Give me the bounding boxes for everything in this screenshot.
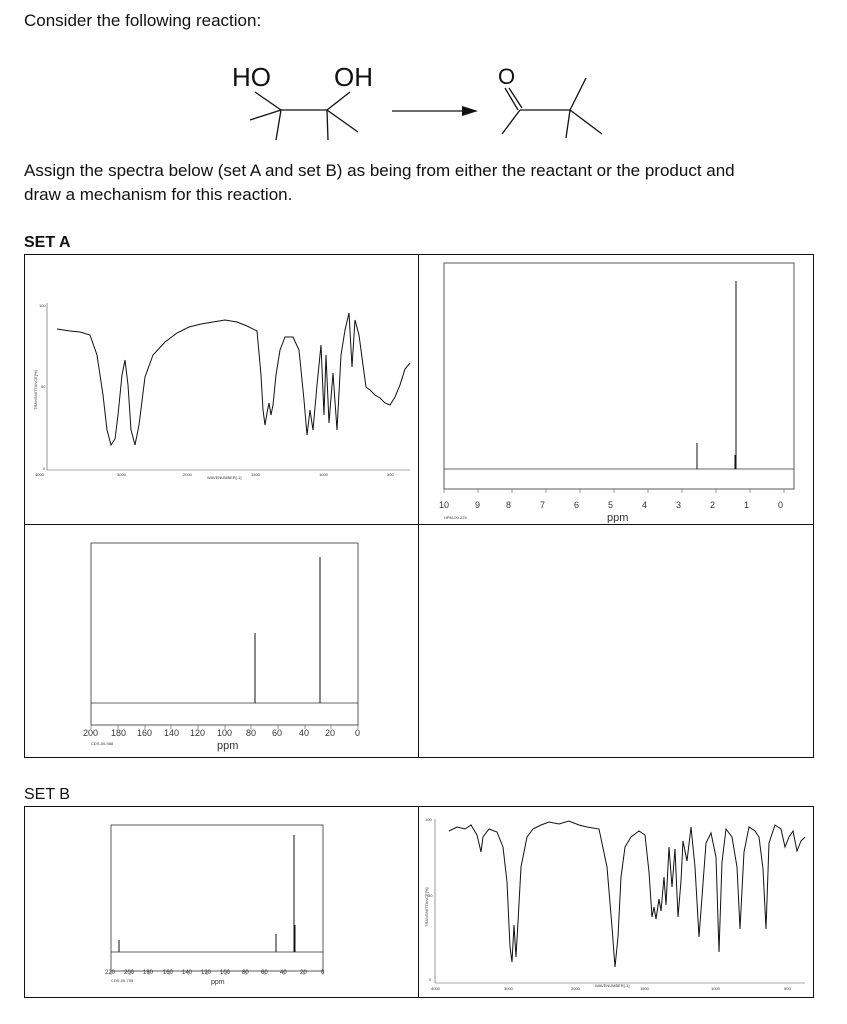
instructions-line-2: draw a mechanism for this reaction. (24, 185, 293, 204)
ir-b-y-bottom: 0 (429, 977, 432, 982)
ir-a-xtick: 1000 (319, 472, 328, 477)
cnmr-b-xtick: 160 (163, 970, 174, 976)
cnmr-b-xtick: 0 (321, 970, 325, 976)
pinacolone-skeleton (502, 78, 602, 138)
cnmr-a-xtick: 100 (217, 728, 233, 738)
set-a-cnmr-spectrum (25, 525, 417, 757)
reactant-ho-label: HO (232, 62, 271, 92)
ir-b-xtick: 3000 (504, 986, 513, 991)
instructions-line-1: Assign the spectra below (set A and set B) as being from either the reactant or the product and (24, 161, 735, 180)
ir-b-y-mid: 50 (428, 893, 433, 898)
cnmr-a-xtick: 160 (137, 728, 153, 738)
cnmr-a-xtick: 140 (164, 728, 180, 738)
cnmr-a-xtick: 60 (272, 728, 283, 738)
cnmr-a-xtick: 180 (111, 728, 127, 738)
hnmr-a-xtick: 9 (475, 500, 481, 510)
ir-a-xtick: 3000 (117, 472, 126, 477)
ir-b-xtick: 2000 (571, 986, 580, 991)
ir-b-y-top: 100 (425, 817, 432, 822)
hnmr-a-xtick: 5 (608, 500, 614, 510)
reaction-scheme (230, 58, 610, 158)
ir-b-xtick: 1000 (711, 986, 720, 991)
ir-a-y-mid: 50 (41, 384, 46, 389)
hnmr-a-xtick: 3 (676, 500, 682, 510)
ir-a-y-bottom: 0 (43, 466, 46, 471)
hnmr-a-code: HPM-00-225 (444, 515, 467, 520)
hnmr-a-xtick: 0 (778, 500, 784, 510)
ir-a-xtick: 4000 (35, 472, 44, 477)
product-oxygen-label: O (498, 64, 516, 89)
ir-a-y-title: TRANSMITTANCE[%] (33, 370, 38, 410)
set-a-hnmr-spectrum (419, 255, 813, 523)
cnmr-b-xtick: 140 (182, 970, 193, 976)
cnmr-b-xtick: 200 (124, 970, 135, 976)
ir-b-y-title: TRANSMITTANCE[%] (424, 887, 429, 927)
cnmr-a-xtick: 80 (246, 728, 257, 738)
cnmr-a-xtick: 120 (190, 728, 206, 738)
reaction-arrow (392, 106, 478, 116)
hnmr-a-xtick: 7 (540, 500, 546, 510)
set-b-ir-spectrum (419, 807, 813, 997)
cnmr-b-xtick: 220 (105, 970, 116, 976)
ir-b-xtick: 1500 (640, 986, 649, 991)
set-b-heading: SET B (24, 786, 70, 803)
hnmr-a-xtick: 8 (506, 500, 512, 510)
hnmr-a-x-title: ppm (607, 512, 629, 523)
cnmr-b-xtick: 60 (261, 970, 268, 976)
ir-a-x-title: WAVENUMBER[-1] (207, 475, 242, 480)
pinacol-skeleton (250, 92, 358, 140)
hnmr-a-xtick: 10 (439, 500, 450, 510)
ir-a-xtick: 2000 (183, 472, 192, 477)
set-b-cnmr-spectrum (25, 807, 417, 997)
cnmr-a-xtick: 20 (325, 728, 336, 738)
cnmr-b-xtick: 20 (300, 970, 307, 976)
cnmr-b-xtick: 100 (220, 970, 231, 976)
cnmr-b-xtick: 120 (201, 970, 212, 976)
cnmr-a-xtick: 0 (355, 728, 361, 738)
cnmr-a-xtick: 40 (299, 728, 310, 738)
ir-b-x-title: WAVENUMBER[-1] (595, 983, 630, 988)
ir-a-xtick: 1500 (251, 472, 260, 477)
hnmr-a-xtick: 6 (574, 500, 580, 510)
cnmr-a-x-title: ppm (217, 740, 239, 752)
hnmr-a-xtick: 1 (744, 500, 750, 510)
cnmr-b-xtick: 80 (242, 970, 249, 976)
reactant-oh-label: OH (334, 62, 373, 92)
cnmr-b-x-title: ppm (211, 979, 225, 986)
ir-a-y-top: 100 (39, 303, 46, 308)
set-a-ir-spectrum (25, 255, 417, 523)
cnmr-a-xtick: 200 (83, 728, 99, 738)
cnmr-b-xtick: 40 (280, 970, 287, 976)
set-a-heading: SET A (24, 234, 71, 251)
cnmr-a-code: CDS-00-988 (91, 741, 114, 746)
ir-b-xtick: 500 (784, 986, 791, 991)
intro-text: Consider the following reaction: (24, 11, 262, 30)
ir-a-xtick: 500 (387, 472, 394, 477)
cnmr-b-xtick: 180 (143, 970, 154, 976)
hnmr-a-xtick: 4 (642, 500, 648, 510)
hnmr-a-xtick: 2 (710, 500, 716, 510)
cnmr-b-code: CDS-00-795 (111, 978, 134, 983)
ir-b-xtick: 4000 (431, 986, 440, 991)
